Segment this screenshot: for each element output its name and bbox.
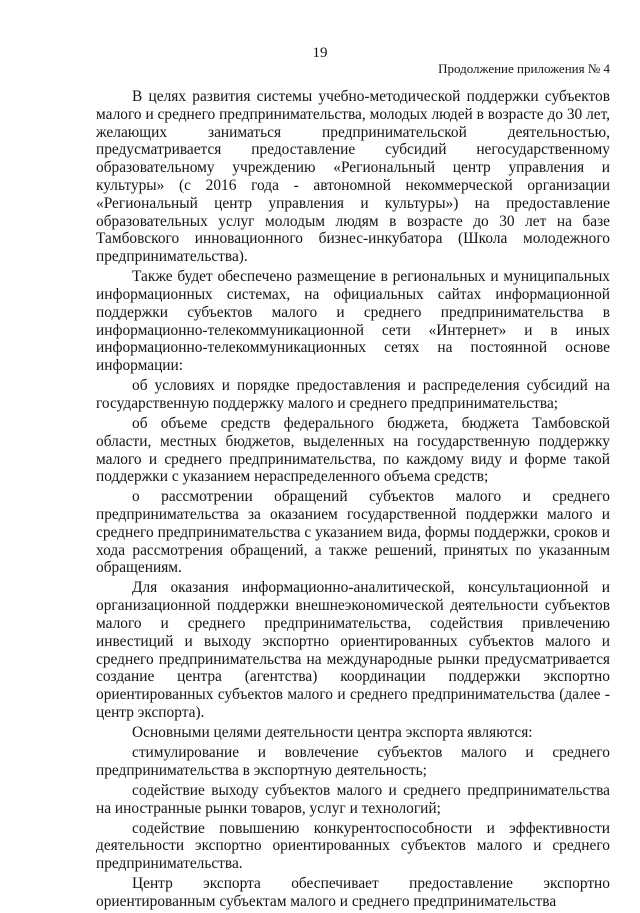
paragraph-goals-intro: Основными целями деятельности центра экспорта являются: (132, 724, 533, 742)
list-item-stimulation: стимулирование и вовлечение субъектов малого и среднего предпринимательства в экспортную деятельность; (96, 744, 610, 779)
list-item-competitiveness: содействие повышению конкурентоспособности и эффективности деятельности экспортно ориентированных субъектов малого и среднего предпринимательства. (96, 819, 610, 873)
paragraph-export-center-provides: Центр экспорта обеспечивает предоставление экспортно ориентированным субъектам малого и среднего предпринимательства (96, 875, 610, 910)
continuation-label: Продолжение приложения № 4 (438, 61, 610, 76)
document-body (96, 88, 610, 913)
page-number: 19 (312, 45, 328, 61)
list-item-foreign-markets: содействие выходу субъектов малого и среднего предпринимательства на иностранные рынки товаров, услуг и технологий; (96, 781, 610, 817)
paragraph-export-center: Для оказания информационно-аналитической, консультационной и организационной поддержки внешнеэкономической деятельности субъектов малого и среднего предпринимательства, содействия привлечению инвестиций и выходу экспортно ориентированных субъектов малого и среднего предпринимательства на международные рынки предусматривается создание центра (агентства) координации поддержки экспортно ориентированных субъектов малого и среднего предпринимательства (далее - центр экспорта). (96, 579, 610, 722)
list-item-subsidies: об условиях и порядке предоставления и распределения субсидий на государственную поддержку малого и среднего предпринимательства; (96, 377, 610, 412)
list-item-appeals: о рассмотрении обращений субъектов малого и среднего предпринимательства за оказанием государственной поддержки малого и среднего предпринимательства с указанием вида, формы поддержки, сроков и хода рассмотрения обращений, а также решений, принятых по указанным обращениям. (96, 488, 610, 577)
paragraph-support-system: В целях развития системы учебно-методической поддержки субъектов малого и среднего предпринимательства, молодых людей в возрасте до 30 лет, желающих заниматься предпринимательской деятельностью, предусматривается предоставление субсидий негосударственному образовательному учреждению «Региональный центр управления и культуры» (с 2016 года - автономной некоммерческой организации «Региональный центр управления и культуры») на предоставление образовательных услуг молодым людям в возрасте до 30 лет на базе Тамбовского инновационного бизнес-инкубатора (Школа молодежного предпринимательства). (96, 88, 610, 266)
list-item-budget: об объеме средств федерального бюджета, бюджета Тамбовской области, местных бюджетов, выделенных на государственную поддержку малого и среднего предпринимательства, по каждому виду и форме такой поддержки с указанием нераспределенного объема средств; (96, 414, 610, 486)
paragraph-info-placement: Также будет обеспечено размещение в региональных и муниципальных информационных системах, на официальных сайтах информационной поддержки субъектов малого и среднего предпринимательства в информационно-телекоммуникационной сети «Интернет» и в иных информационно-телекоммуникационных сетях на постоянной основе информации: (96, 268, 610, 375)
